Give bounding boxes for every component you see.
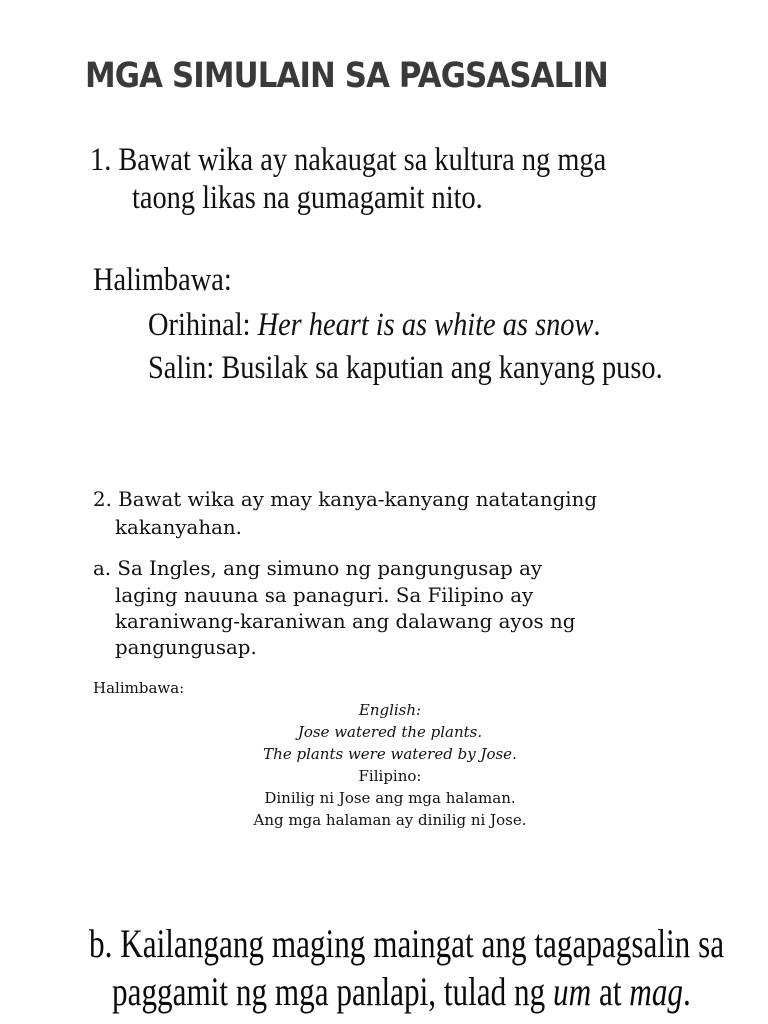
point-a-line-1: a. Sa Ingles, ang simuno ng pangungusap ay <box>93 556 543 580</box>
affix-mag: mag <box>629 969 684 1014</box>
english-sentence-1: Jose watered the plants. <box>297 723 483 741</box>
affix-um: um <box>553 969 592 1014</box>
principle-2-line-2: kakanyahan. <box>115 515 242 539</box>
original-example <box>148 307 601 344</box>
principle-1-line-1: 1. Bawat wika ay nakaugat sa kultura ng mga <box>90 142 607 178</box>
principle-2-line-1: 2. Bawat wika ay may kanya-kanyang natatanging <box>93 487 598 511</box>
point-a-line-3: karaniwang-karaniwan ang dalawang ayos ng <box>115 609 576 633</box>
original-end: . <box>593 307 601 343</box>
filipino-label: Filipino: <box>358 767 422 785</box>
point-a-line-2: laging nauuna sa panaguri. Sa Filipino ay <box>115 583 534 607</box>
page-title: MGA SIMULAIN SA PAGSASALIN <box>85 56 608 96</box>
principle-b-line-1: b. Kailangang maging maingat ang tagapagsalin sa <box>89 921 725 966</box>
example-label-2: Halimbawa: <box>93 679 185 697</box>
point-a-line-4: pangungusap. <box>115 635 257 659</box>
english-sentence-2: The plants were watered by Jose. <box>263 745 517 763</box>
filipino-sentence-2: Ang mga halaman ay dinilig ni Jose. <box>253 811 527 829</box>
example-label-1: Halimbawa: <box>93 262 232 298</box>
principle-b-line-2-start: paggamit ng mga panlapi, tulad ng <box>112 969 546 1014</box>
principle-b-line-2-end: . <box>683 969 691 1014</box>
original-label: Orihinal: <box>148 307 251 343</box>
connector-at: at <box>598 969 622 1014</box>
principle-b-line-2 <box>112 968 691 1015</box>
original-text: Her heart is as white as snow <box>257 307 594 343</box>
english-label: English: <box>358 701 422 719</box>
example-sentences <box>90 699 690 831</box>
principle-1-line-2: taong likas na gumagamit nito. <box>132 180 483 216</box>
translation-example: Salin: Busilak sa kaputian ang kanyang puso. <box>148 350 663 386</box>
filipino-sentence-1: Dinilig ni Jose ang mga halaman. <box>264 789 516 807</box>
